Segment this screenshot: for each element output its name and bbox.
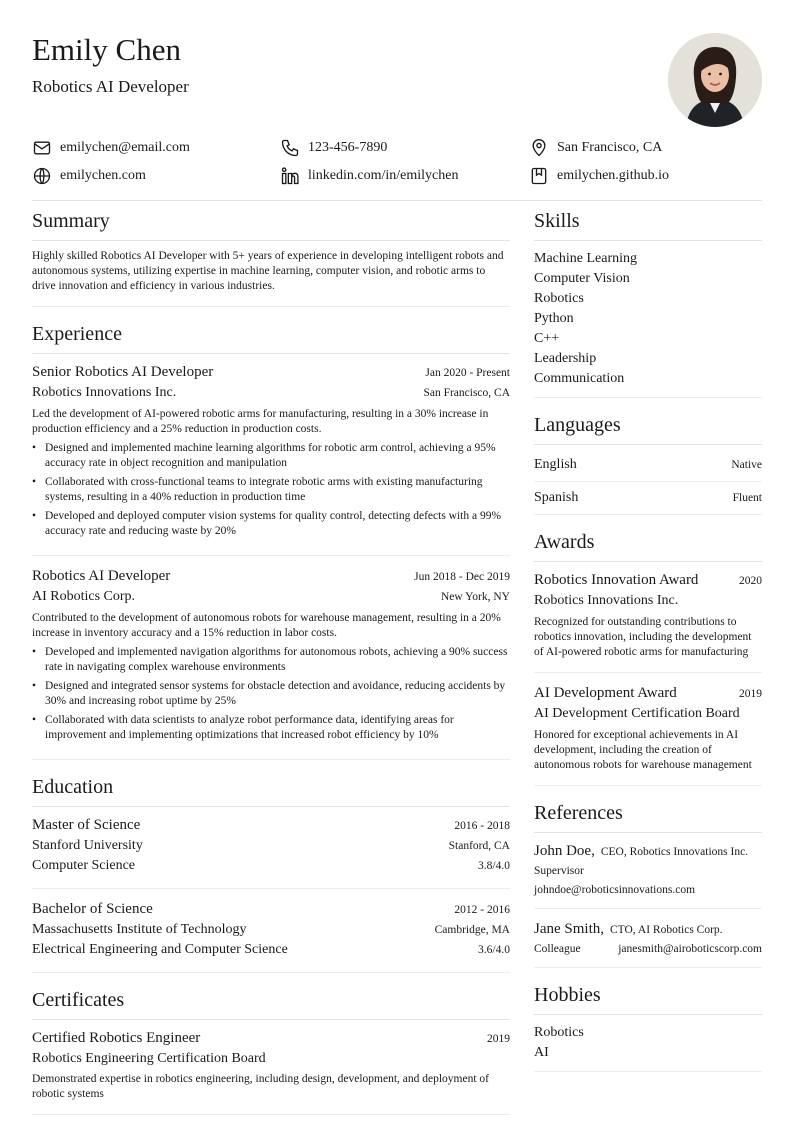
mail-icon xyxy=(32,138,52,158)
reference-entry xyxy=(534,841,762,908)
hobby-item: AI xyxy=(534,1045,549,1060)
award-name: Robotics Innovation Award xyxy=(534,572,699,588)
job-bullets xyxy=(32,441,510,539)
awards-section xyxy=(534,529,762,786)
job-role: Robotics AI Developer xyxy=(32,568,171,584)
contact-github[interactable] xyxy=(529,162,669,190)
reference-email[interactable]: janesmith@airoboticscorp.com xyxy=(618,943,762,955)
contact-email[interactable] xyxy=(32,134,190,162)
location-icon xyxy=(529,138,549,158)
award-description: Honored for exceptional achievements in AI development, including the creation of autonomous robots for warehouse management xyxy=(534,729,752,771)
experience-section xyxy=(32,321,510,760)
award-year: 2019 xyxy=(739,688,762,700)
education-heading: Education xyxy=(32,774,510,807)
contact-location xyxy=(529,134,662,162)
bookmark-icon xyxy=(529,166,549,186)
field-of-study: Computer Science xyxy=(32,858,136,873)
skills-heading: Skills xyxy=(534,208,762,241)
languages-heading: Languages xyxy=(534,412,762,445)
contact-linkedin[interactable] xyxy=(280,162,458,190)
linkedin-text: linkedin.com/in/emilychen xyxy=(308,168,459,183)
reference-position: CTO, AI Robotics Corp. xyxy=(610,924,723,936)
skill-item: C++ xyxy=(534,331,560,346)
references-heading: References xyxy=(534,800,762,833)
certificate-entry xyxy=(32,1028,510,1114)
edu-dates: 2012 - 2016 xyxy=(454,904,510,916)
main-column xyxy=(32,208,510,1129)
job-summary: Led the development of AI-powered robotic arms for manufacturing, resulting in a 30% increase in production efficiency and a 25% reduction in production costs. xyxy=(32,408,489,435)
school: Stanford University xyxy=(32,838,143,853)
certificates-heading: Certificates xyxy=(32,987,510,1020)
summary-text: Highly skilled Robotics AI Developer with 5+ years of experience in developing intelligent robots and autonomous systems, utilizing expertise in machine learning, computer vision, and robotic arms to drive innovation and efficiency in various industries. xyxy=(32,250,504,292)
school: Massachusetts Institute of Technology xyxy=(32,922,247,937)
degree: Bachelor of Science xyxy=(32,901,153,917)
certificate-name: Certified Robotics Engineer xyxy=(32,1030,201,1046)
award-issuer: AI Development Certification Board xyxy=(534,706,740,721)
profile-photo xyxy=(668,33,762,127)
language-name: English xyxy=(534,457,577,472)
header-divider xyxy=(32,200,762,201)
edu-location: Cambridge, MA xyxy=(434,924,510,936)
education-entry xyxy=(32,815,510,888)
skill-item: Robotics xyxy=(534,291,584,306)
reference-email[interactable]: johndoe@roboticsinnovations.com xyxy=(534,884,696,896)
award-issuer: Robotics Innovations Inc. xyxy=(534,593,679,608)
award-entry xyxy=(534,570,762,672)
job-bullet: • Developed and implemented navigation algorithms for autonomous robots, achieving a 90% success rate in navigating complex warehouse environments xyxy=(32,645,510,675)
awards-heading: Awards xyxy=(534,529,762,562)
certificates-section xyxy=(32,987,510,1115)
phone-text: 123-456-7890 xyxy=(308,140,388,155)
job-location: San Francisco, CA xyxy=(423,387,510,399)
gpa: 3.6/4.0 xyxy=(478,944,510,956)
award-entry xyxy=(534,672,762,785)
job-summary: Contributed to the development of autonomous robots for warehouse management, resulting in a 20% increase in inventory accuracy and a 15% reduction in labor costs. xyxy=(32,612,501,639)
certificate-year: 2019 xyxy=(487,1033,510,1045)
reference-relation: Supervisor xyxy=(534,865,584,877)
hobbies-section xyxy=(534,982,762,1072)
summary-heading: Summary xyxy=(32,208,510,241)
skills-section xyxy=(534,208,762,398)
job-role: Senior Robotics AI Developer xyxy=(32,364,214,380)
contact-info xyxy=(32,134,762,190)
reference-name: John Doe, xyxy=(534,843,595,859)
job-bullet: • Collaborated with cross-functional teams to integrate robotic arms with existing manufacturing systems, resulting in a 40% reduction in production time xyxy=(32,475,510,505)
edu-dates: 2016 - 2018 xyxy=(454,820,510,832)
phone-icon xyxy=(280,138,300,158)
email-text: emilychen@email.com xyxy=(60,140,190,155)
reference-relation: Colleague xyxy=(534,943,581,955)
references-section xyxy=(534,800,762,968)
language-level: Native xyxy=(731,459,762,471)
contact-phone[interactable] xyxy=(280,134,387,162)
skill-item: Leadership xyxy=(534,351,597,366)
job-bullet: • Designed and implemented machine learning algorithms for robotic arm control, achieving a 95% accuracy rate in object recognition and manipulation xyxy=(32,441,510,471)
github-text: emilychen.github.io xyxy=(557,168,669,183)
degree: Master of Science xyxy=(32,817,141,833)
summary-section xyxy=(32,208,510,307)
education-section xyxy=(32,774,510,973)
job-company: AI Robotics Corp. xyxy=(32,589,136,604)
certificate-issuer: Robotics Engineering Certification Board xyxy=(32,1051,266,1066)
reference-entry xyxy=(534,908,762,967)
skill-item: Python xyxy=(534,311,574,326)
job-bullets xyxy=(32,645,510,743)
job-company: Robotics Innovations Inc. xyxy=(32,385,177,400)
experience-heading: Experience xyxy=(32,321,510,354)
skill-item: Computer Vision xyxy=(534,271,630,286)
hobbies-heading: Hobbies xyxy=(534,982,762,1015)
language-level: Fluent xyxy=(732,492,762,504)
contact-website[interactable] xyxy=(32,162,146,190)
certificate-description: Demonstrated expertise in robotics engineering, including design, development, and deployment of robotic systems xyxy=(32,1073,490,1100)
gpa: 3.8/4.0 xyxy=(478,860,510,872)
job-bullet: • Collaborated with data scientists to analyze robot performance data, identifying areas for improvement and implementing optimizations that increased robot efficiency by 10% xyxy=(32,713,510,743)
candidate-title: Robotics AI Developer xyxy=(32,77,189,96)
language-item xyxy=(534,453,762,481)
job-dates: Jun 2018 - Dec 2019 xyxy=(414,571,510,583)
skill-item: Communication xyxy=(534,371,625,386)
location-text: San Francisco, CA xyxy=(557,140,663,155)
edu-location: Stanford, CA xyxy=(448,840,510,852)
candidate-name: Emily Chen xyxy=(32,32,181,67)
field-of-study: Electrical Engineering and Computer Science xyxy=(32,942,288,957)
language-item xyxy=(534,481,762,514)
job-location: New York, NY xyxy=(440,591,510,603)
award-name: AI Development Award xyxy=(534,685,677,701)
linkedin-icon xyxy=(280,166,300,186)
award-description: Recognized for outstanding contributions to robotics innovation, including the development of AI-powered robotic arms for manufacturing xyxy=(534,616,752,658)
experience-entry xyxy=(32,362,510,555)
languages-section xyxy=(534,412,762,515)
side-column xyxy=(534,208,762,1086)
award-year: 2020 xyxy=(739,575,762,587)
experience-entry xyxy=(32,555,510,759)
website-text: emilychen.com xyxy=(60,168,146,183)
skill-item: Machine Learning xyxy=(534,251,638,266)
reference-position: CEO, Robotics Innovations Inc. xyxy=(600,846,749,858)
job-bullet: • Developed and deployed computer vision systems for quality control, detecting defects with a 99% accuracy rate and reducing waste by 20% xyxy=(32,509,510,539)
education-entry xyxy=(32,888,510,972)
reference-name: Jane Smith, xyxy=(534,921,604,937)
language-name: Spanish xyxy=(534,490,579,505)
job-bullet: • Designed and integrated sensor systems for obstacle detection and avoidance, reducing accidents by 30% and increasing robot uptime by 25% xyxy=(32,679,510,709)
job-dates: Jan 2020 - Present xyxy=(425,367,510,379)
hobby-item: Robotics xyxy=(534,1025,584,1040)
globe-icon xyxy=(32,166,52,186)
